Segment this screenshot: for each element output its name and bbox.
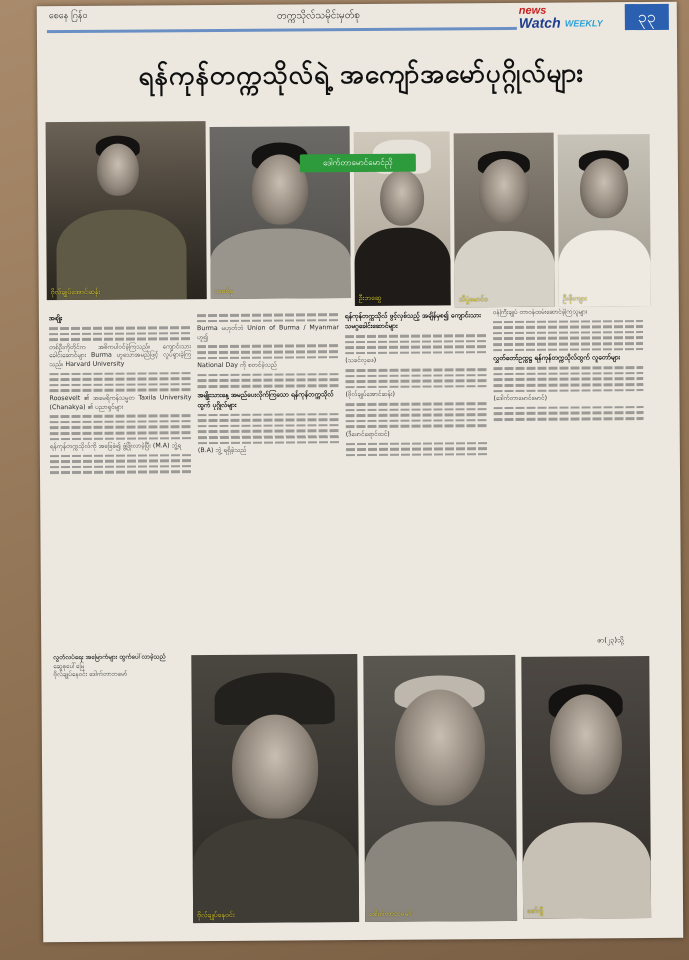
- text-line: [197, 373, 339, 377]
- newswatch-logo: [517, 4, 617, 33]
- text-line: [493, 377, 643, 381]
- text-line: [494, 406, 644, 410]
- portrait-6: [191, 654, 359, 923]
- text-line: [346, 424, 488, 428]
- body-shape: [56, 209, 187, 300]
- text-line: [198, 424, 340, 428]
- portrait-caption: သခင်နု: [214, 286, 233, 296]
- column-paragraph: ဝန်ကြီးချုပ် တာဝန်ထမ်းဆောင်ခဲ့ကြသူများ: [492, 308, 588, 317]
- column-paragraph: National Day ကို စတင်ခဲ့သည်: [197, 361, 278, 370]
- face-shape: [479, 159, 529, 223]
- text-line: [345, 379, 487, 383]
- text-line: [50, 459, 192, 463]
- newspaper-page: [37, 2, 684, 942]
- text-line: [50, 454, 192, 458]
- text-line: [49, 337, 191, 341]
- headline: ရန်ကုန်တက္ကသိုလ်ရဲ့ အကျော်အမော်ပုဂ္ဂိုလ်များ: [138, 57, 584, 92]
- text-line: [198, 441, 340, 445]
- portrait-caption: ဒေါက်တာဘမော်: [369, 909, 412, 918]
- text-line: [198, 435, 340, 439]
- text-line: [493, 389, 643, 393]
- text-line: [197, 350, 339, 354]
- text-line: [49, 326, 191, 330]
- column-paragraph: ဆွေစုပေါ်မြေ: [53, 662, 85, 670]
- text-line: [493, 325, 643, 329]
- text-line: [198, 418, 340, 422]
- text-line: [493, 331, 643, 335]
- text-line: [345, 334, 487, 338]
- text-line: [493, 320, 643, 324]
- text-line: [346, 402, 488, 406]
- column-subhead: အမျိုးသားနေ့ အမည်ပေးလိုက်ကြသော ရန်ကုန်တက္ကသိုလ်ထွက် ပုဂ္ဂိုလ်များ: [197, 389, 334, 409]
- column-paragraph: (ဒေါက်တာမောင်မောင်): [493, 394, 548, 403]
- text-line: [346, 442, 488, 446]
- portrait-caption: ဦးဖိုးကျား: [562, 294, 587, 303]
- portrait-7: [363, 655, 517, 922]
- face-shape: [97, 144, 139, 196]
- text-line: [197, 356, 339, 360]
- face-shape: [232, 714, 319, 819]
- text-line: [50, 471, 192, 475]
- text-line: [493, 342, 643, 346]
- text-line: [345, 368, 487, 372]
- brand-top: news: [518, 4, 547, 17]
- column-paragraph: ဗိုလ်ချုပ်နေဝင်း ဒေါက်တာဘမော်: [53, 670, 128, 679]
- text-line: [197, 319, 339, 323]
- text-line: [494, 417, 644, 421]
- text-line: [494, 411, 644, 415]
- text-line: [197, 378, 339, 382]
- brand-sub: WEEKLY: [564, 18, 603, 29]
- portrait-caption: ဗိုလ်ချုပ်အောင်ဆန်း: [50, 287, 101, 297]
- text-line: [50, 420, 192, 424]
- text-line: [50, 425, 192, 429]
- text-line: [346, 419, 488, 423]
- body-shape: [522, 822, 651, 919]
- face-shape: [550, 694, 623, 795]
- text-line: [197, 313, 339, 317]
- portrait-caption: ဗိုလ်ချုပ်နေဝင်း: [197, 910, 235, 920]
- column-paragraph: (သခင်လှဖေ): [345, 357, 377, 365]
- text-column-1: [49, 311, 193, 648]
- brand-main: Watch: [518, 14, 561, 31]
- text-line: [345, 351, 487, 355]
- header-rule: [47, 27, 517, 33]
- text-line: [49, 377, 191, 381]
- column-paragraph: ရန်ကုန်တက္ကသိုလ်ကို အခြေခံ၍ ဖွံ့ဖြိုးလာခဲ့ပြီး (M.A) ဘွဲ့ရ: [49, 442, 182, 451]
- text-line: [493, 336, 643, 340]
- text-line: [50, 437, 192, 441]
- text-line: [49, 389, 191, 393]
- column-paragraph: (B.A) ဘွဲ့ ရရှိခဲ့သည်: [197, 446, 247, 455]
- text-line: [346, 453, 488, 457]
- text-line: [493, 366, 643, 370]
- column-paragraph: Roosevelt ၏ အမေရိကန်သမ္မတ Taxila University (Chanakya) ၏ ပညာရှင်များ: [49, 394, 192, 411]
- text-line: [197, 345, 339, 349]
- page-number: ၃၃: [625, 4, 669, 30]
- text-line: [198, 429, 340, 433]
- face-shape: [395, 689, 486, 806]
- portrait-caption: ဦးဘဆွေ: [358, 293, 382, 303]
- column-subhead: အစျိုး: [48, 314, 63, 323]
- portrait-caption: သိပ္ပံမောင်ဝ: [458, 295, 489, 304]
- issue-label: စေနေ ဂြန်ဝ: [48, 10, 88, 22]
- column-subhead: ရန်ကုန်တက္ကသိုလ် ဖွင့်လှစ်သည့် အချိန်မှစ၍ ကျောင်းသား သမဂ္ဂခေါင်းဆောင်များ: [344, 311, 481, 331]
- column-subhead: လွှတ်တော်ဥက္ကဋ္ဌ ရန်ကုန်တက္ကသိုလ်ထွက် လူတော်များ: [493, 353, 621, 363]
- text-line: [49, 372, 191, 376]
- portrait-1: [46, 121, 207, 300]
- portrait-8: [521, 656, 651, 919]
- text-line: [346, 413, 488, 417]
- text-line: [197, 384, 339, 388]
- body-shape: [364, 821, 517, 922]
- text-line: [50, 414, 192, 418]
- text-line: [493, 348, 643, 352]
- text-line: [198, 413, 340, 417]
- text-line: [49, 383, 191, 387]
- column-paragraph: Burma မဟုတ်ဘဲ Union of Burma / Myanmar ဟူ၍: [196, 324, 340, 341]
- column-paragraph: တစ်ဦးကိုတိုင်က အဓိကပါဝင်ခဲ့ကြသည်။ ကျောင်းသားခေါင်းဆောင်များ Burma ဟူသောအမည်ဖြင့် လှုပ်ရှားခဲ့ကြသည်။ Harvard University: [49, 342, 192, 369]
- text-line: [49, 332, 191, 336]
- lower-left-text: [53, 653, 195, 924]
- portrait-4: [454, 133, 555, 308]
- face-shape: [580, 158, 628, 218]
- text-column-4: [493, 308, 645, 645]
- uniform-shape: [192, 818, 359, 923]
- text-line: [345, 345, 487, 349]
- text-column-2: [197, 310, 341, 647]
- text-line: [50, 465, 192, 469]
- portrait-2: [210, 126, 351, 299]
- text-line: [346, 447, 488, 451]
- column-paragraph: (ဒီဖောင်ရောင်ထင်): [345, 430, 390, 439]
- text-line: [493, 383, 643, 387]
- text-line: [345, 374, 487, 378]
- text-column-3: [345, 309, 489, 646]
- face-shape: [380, 170, 424, 226]
- column-subhead: လွတ်လပ်ရေး အမြောက်များ ထွက်ပေါ်လာခဲ့သည်: [53, 653, 166, 662]
- section-label: တက္ကသိုလ်သမိုင်းမှတ်စု: [276, 9, 360, 22]
- text-line: [346, 408, 488, 412]
- continued-note: ဇာ(၂၃)သို့: [597, 636, 624, 645]
- column-paragraph: (ဗိုလ်ချုပ်အောင်ဆန်း): [345, 391, 395, 399]
- portrait-caption: ဇော်ဂျီ: [527, 906, 544, 915]
- author-byline: ဒေါက်တာမောင်မောင်ညို: [300, 154, 416, 173]
- text-line: [345, 340, 487, 344]
- text-line: [345, 385, 487, 389]
- text-line: [50, 431, 192, 435]
- text-line: [493, 372, 643, 376]
- portrait-5: [558, 134, 651, 307]
